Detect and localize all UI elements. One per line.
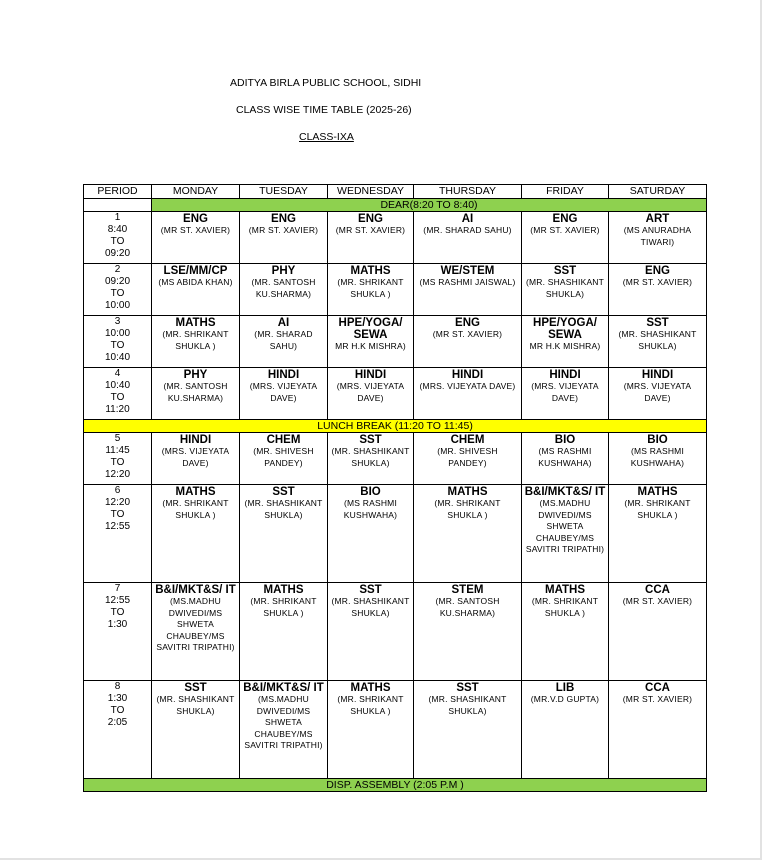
cell-thursday <box>414 316 522 368</box>
subject-text: HINDI <box>179 434 212 446</box>
teacher-text: (MR ST. XAVIER) <box>622 277 693 287</box>
teacher-text: (MR. SHASHIKANT SHUKLA) <box>525 277 605 299</box>
period-line: 2 <box>114 264 121 275</box>
teacher-text: (MR ST. XAVIER) <box>530 225 600 235</box>
subject-text: B&I/MKT&S/ IT <box>524 486 606 498</box>
subject-text: HINDI <box>267 369 300 381</box>
teacher-text: (MR. SANTOSH KU.SHARMA) <box>435 596 500 618</box>
subject-text: MATHS <box>175 486 216 498</box>
teacher-text: (MR. SHRIKANT SHUKLA ) <box>337 694 404 716</box>
period-line: 7 <box>114 583 121 594</box>
subject-text: LIB <box>555 682 575 694</box>
col-tuesday: TUESDAY <box>240 185 328 199</box>
subject-text: MATHS <box>263 584 304 596</box>
period-cell <box>84 485 152 583</box>
header-row <box>84 185 707 199</box>
cell-monday <box>152 264 240 316</box>
teacher-text: MR H.K MISHRA) <box>529 341 601 351</box>
period-line: 11:20 <box>105 404 130 415</box>
teacher-text: (MR. SHRIKANT SHUKLA ) <box>162 329 229 351</box>
cell-thursday <box>414 583 522 681</box>
teacher-text: (MRS. VIJEYATA DAVE) <box>419 381 516 391</box>
teacher-text: (MS RASHMI KUSHWAHA) <box>538 446 592 468</box>
timetable <box>83 184 707 792</box>
cell-saturday <box>609 264 707 316</box>
cell-wednesday <box>328 316 414 368</box>
teacher-text: (MR. SHRIKANT SHUKLA ) <box>624 498 691 520</box>
period-line: 12:55 <box>104 521 131 532</box>
period-line: 10:40 <box>104 380 131 391</box>
teacher-text: (MR ST. XAVIER) <box>622 694 693 704</box>
teacher-text: (MR. SHASHIKANT SHUKLA) <box>244 498 323 520</box>
period-line: 10:40 <box>104 352 131 363</box>
dear-band <box>84 199 707 212</box>
cell-saturday <box>609 316 707 368</box>
subject-text: AI <box>461 213 474 225</box>
subject-text: ENG <box>271 213 296 225</box>
col-period: PERIOD <box>84 185 152 199</box>
subject-text: HINDI <box>641 369 674 381</box>
teacher-text: (MR. SHRIKANT SHUKLA ) <box>162 498 229 520</box>
subject-text: MATHS <box>350 682 391 694</box>
teacher-text: (MRS. VIJEYATA DAVE) <box>161 446 230 468</box>
cell-friday <box>522 368 609 420</box>
subject-text: SST <box>359 434 382 446</box>
cell-wednesday <box>328 485 414 583</box>
cell-tuesday <box>240 433 328 485</box>
teacher-text: (MRS. VIJEYATA DAVE) <box>623 381 692 403</box>
subject-text: HPE/YOGA/ SEWA <box>338 317 403 341</box>
cell-wednesday <box>328 433 414 485</box>
subject-text: HPE/YOGA/ SEWA <box>533 317 597 341</box>
teacher-text: (MS RASHMI KUSHWAHA) <box>630 446 685 468</box>
teacher-text: (MR.V.D GUPTA) <box>530 694 600 704</box>
period-line: 10:00 <box>104 300 131 311</box>
cell-saturday <box>609 681 707 779</box>
subject-text: B&I/MKT&S/ IT <box>155 584 236 596</box>
teacher-text: (MR. SHARAD SAHU) <box>254 329 313 351</box>
cell-wednesday <box>328 212 414 264</box>
timetable-body <box>84 199 707 792</box>
subject-text: CCA <box>645 584 670 596</box>
cell-wednesday <box>328 583 414 681</box>
cell-friday <box>522 212 609 264</box>
cell-thursday <box>414 681 522 779</box>
subject-text: SST <box>646 317 669 329</box>
school-name: ADITYA BIRLA PUBLIC SCHOOL, SIDHI <box>230 77 422 89</box>
teacher-text: (MR. SHRIKANT SHUKLA ) <box>434 498 501 520</box>
cell-tuesday <box>240 264 328 316</box>
subject-text: HINDI <box>451 369 484 381</box>
cell-friday <box>522 583 609 681</box>
col-saturday: SATURDAY <box>609 185 707 199</box>
subject-text: BIO <box>554 434 576 446</box>
cell-wednesday <box>328 264 414 316</box>
period-line: 3 <box>114 316 121 327</box>
teacher-text: (MR. SHRIKANT SHUKLA ) <box>531 596 599 618</box>
period-cell <box>84 583 152 681</box>
period-row <box>84 368 707 420</box>
period-row <box>84 485 707 583</box>
subject-text: ENG <box>552 213 578 225</box>
period-line: 8 <box>114 681 121 692</box>
cell-thursday <box>414 368 522 420</box>
teacher-text: (MS RASHMI KUSHWAHA) <box>343 498 398 520</box>
period-row <box>84 583 707 681</box>
cell-tuesday <box>240 485 328 583</box>
teacher-text: (MRS. VIJEYATA DAVE) <box>249 381 318 403</box>
teacher-text: (MR ST. XAVIER) <box>248 225 319 235</box>
subject-text: SST <box>272 486 295 498</box>
teacher-text: (MR. SHRIKANT SHUKLA ) <box>337 277 404 299</box>
subject-text: B&I/MKT&S/ IT <box>243 682 324 694</box>
cell-thursday <box>414 485 522 583</box>
period-row <box>84 264 707 316</box>
subject-text: SST <box>184 682 207 694</box>
cell-friday <box>522 485 609 583</box>
lunch-band <box>84 420 707 433</box>
cell-saturday <box>609 485 707 583</box>
cell-tuesday <box>240 681 328 779</box>
period-line: 09:20 <box>104 276 131 287</box>
teacher-text: (MS RASHMI JAISWAL) <box>419 277 516 287</box>
cell-friday <box>522 433 609 485</box>
subject-text: ENG <box>645 265 670 277</box>
subject-text: SST <box>359 584 382 596</box>
period-line: 12:20 <box>104 469 131 480</box>
period-row <box>84 212 707 264</box>
cell-monday <box>152 212 240 264</box>
teacher-text: (MS ANURADHA TIWARI) <box>623 225 692 247</box>
cell-saturday <box>609 368 707 420</box>
col-wednesday: WEDNESDAY <box>328 185 414 199</box>
period-cell <box>84 264 152 316</box>
period-line: 1 <box>114 212 121 223</box>
cell-thursday <box>414 264 522 316</box>
subject-text: PHY <box>271 265 296 277</box>
period-line: 11:45 <box>105 445 130 456</box>
subject-text: MATHS <box>447 486 488 498</box>
disp-band-label: DISP. ASSEMBLY (2:05 P.M ) <box>84 779 707 792</box>
teacher-text: (MR. SHASHIKANT SHUKLA) <box>331 596 410 618</box>
cell-wednesday <box>328 368 414 420</box>
period-row <box>84 316 707 368</box>
subject-text: ENG <box>455 317 480 329</box>
teacher-text: (MR ST. XAVIER) <box>160 225 231 235</box>
teacher-text: (MR. SHIVESH PANDEY) <box>253 446 314 468</box>
teacher-text: (MS.MADHU DWIVEDI/MS SHWETA CHAUBEY/MS SAVITRI TRIPATHI) <box>156 596 235 652</box>
period-line: 1:30 <box>107 693 128 704</box>
subject-text: ART <box>645 213 670 225</box>
period-line: TO <box>110 607 125 618</box>
teacher-text: (MR. SANTOSH KU.SHARMA) <box>251 277 316 299</box>
subject-text: STEM <box>451 584 484 596</box>
teacher-text: (MR. SHASHIKANT SHUKLA) <box>156 694 235 716</box>
class-name: CLASS-IXA <box>299 131 354 143</box>
subject-text: CHEM <box>450 434 485 446</box>
subject-text: ENG <box>358 213 383 225</box>
period-cell <box>84 681 152 779</box>
period-line: 4 <box>114 368 121 379</box>
dear-band-label: DEAR(8:20 TO 8:40) <box>152 199 707 212</box>
cell-tuesday <box>240 368 328 420</box>
period-line: 2:05 <box>107 717 128 728</box>
teacher-text: (MR. SANTOSH KU.SHARMA) <box>163 381 228 403</box>
period-cell <box>84 433 152 485</box>
period-line: TO <box>110 457 125 468</box>
subject-text: PHY <box>183 369 208 381</box>
cell-monday <box>152 681 240 779</box>
teacher-text: (MR. SHRIKANT SHUKLA ) <box>250 596 317 618</box>
cell-saturday <box>609 212 707 264</box>
period-row <box>84 433 707 485</box>
subject-text: HINDI <box>549 369 581 381</box>
subject-text: ENG <box>183 213 208 225</box>
period-cell <box>84 316 152 368</box>
teacher-text: (MR ST. XAVIER) <box>622 596 693 606</box>
subject-text: HINDI <box>354 369 387 381</box>
period-line: 8:40 <box>107 224 128 235</box>
cell-friday <box>522 681 609 779</box>
cell-thursday <box>414 212 522 264</box>
teacher-text: (MRS. VIJEYATA DAVE) <box>336 381 405 403</box>
cell-saturday <box>609 433 707 485</box>
teacher-text: (MR. SHASHIKANT SHUKLA) <box>331 446 410 468</box>
teacher-text: (MR ST. XAVIER) <box>432 329 503 339</box>
teacher-text: (MR. SHARAD SAHU) <box>423 225 512 235</box>
cell-wednesday <box>328 681 414 779</box>
period-line: TO <box>110 392 125 403</box>
cell-monday <box>152 433 240 485</box>
period-line: TO <box>110 705 125 716</box>
lunch-band-label: LUNCH BREAK (11:20 TO 11:45) <box>84 420 707 433</box>
subject-text: MATHS <box>175 317 216 329</box>
cell-tuesday <box>240 316 328 368</box>
subject-text: CCA <box>645 682 670 694</box>
period-line: TO <box>110 340 125 351</box>
period-line: TO <box>110 288 125 299</box>
disp-band <box>84 779 707 792</box>
period-line: 09:20 <box>104 248 131 259</box>
subject-text: BIO <box>360 486 381 498</box>
period-line: TO <box>110 509 125 520</box>
period-line: 5 <box>114 433 121 444</box>
teacher-text: MR H.K MISHRA) <box>335 341 406 351</box>
teacher-text: (MR. SHIVESH PANDEY) <box>437 446 498 468</box>
cell-monday <box>152 583 240 681</box>
subject-text: BIO <box>647 434 668 446</box>
cell-saturday <box>609 583 707 681</box>
teacher-text: (MR. SHASHIKANT SHUKLA) <box>618 329 697 351</box>
subject-text: SST <box>456 682 479 694</box>
period-row <box>84 681 707 779</box>
cell-monday <box>152 485 240 583</box>
teacher-text: (MS ABIDA KHAN) <box>158 277 233 287</box>
col-thursday: THURSDAY <box>414 185 522 199</box>
subject-text: AI <box>277 317 290 329</box>
col-monday: MONDAY <box>152 185 240 199</box>
period-line: TO <box>110 236 125 247</box>
subject-text: MATHS <box>350 265 391 277</box>
timetable-subtitle: CLASS WISE TIME TABLE (2025-26) <box>236 104 412 116</box>
subject-text: SST <box>553 265 577 277</box>
period-line: 12:55 <box>104 595 131 606</box>
period-line: 6 <box>114 485 121 496</box>
cell-friday <box>522 316 609 368</box>
col-friday: FRIDAY <box>522 185 609 199</box>
cell-thursday <box>414 433 522 485</box>
teacher-text: (MR. SHASHIKANT SHUKLA) <box>428 694 507 716</box>
subject-text: LSE/MM/CP <box>163 265 228 277</box>
subject-text: MATHS <box>544 584 586 596</box>
teacher-text: (MS.MADHU DWIVEDI/MS SHWETA CHAUBEY/MS SAVITRI TRIPATHI) <box>244 694 323 750</box>
cell-friday <box>522 264 609 316</box>
cell-tuesday <box>240 212 328 264</box>
period-line: 12:20 <box>104 497 131 508</box>
subject-text: WE/STEM <box>440 265 495 277</box>
period-line: 10:00 <box>104 328 131 339</box>
cell-monday <box>152 368 240 420</box>
subject-text: CHEM <box>266 434 301 446</box>
period-line: 1:30 <box>107 619 128 630</box>
period-cell <box>84 368 152 420</box>
period-cell <box>84 212 152 264</box>
dear-band-blank <box>84 199 152 212</box>
subject-text: MATHS <box>637 486 678 498</box>
cell-monday <box>152 316 240 368</box>
teacher-text: (MS.MADHU DWIVEDI/MS SHWETA CHAUBEY/MS SAVITRI TRIPATHI) <box>525 498 605 554</box>
cell-tuesday <box>240 583 328 681</box>
teacher-text: (MR ST. XAVIER) <box>335 225 406 235</box>
teacher-text: (MRS. VIJEYATA DAVE) <box>531 381 599 403</box>
